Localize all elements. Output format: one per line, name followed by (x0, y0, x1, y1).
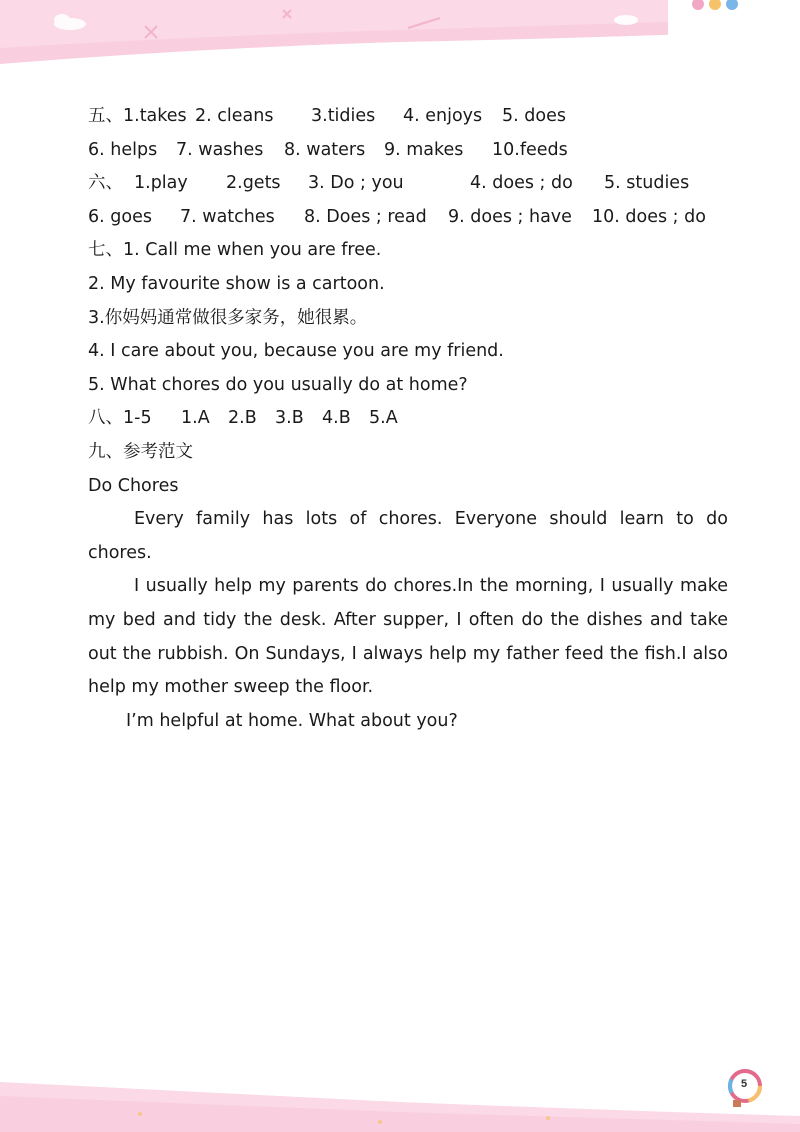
section-8: 八、1-5 1.A 2.B 3.B 4.B 5.A (88, 402, 728, 436)
answer-item: 3.B (275, 408, 304, 429)
answer-item: 3.tidies (311, 106, 376, 126)
answer-item: 10.feeds (492, 139, 568, 160)
answer-key (88, 100, 728, 738)
answer-item: 1.play (134, 173, 188, 194)
answer-item: 1.takes (123, 106, 187, 126)
section-5-row-2 (88, 134, 728, 168)
footer-decoration (0, 1062, 800, 1132)
section-6-row-1: 六、 1.play 2.gets 3. Do ; you 4. does ; do 5. studies (88, 167, 728, 201)
answer-item: 9. does ; have (448, 206, 572, 227)
section-5-row-1: 五、1.takes 2. cleans 3.tidies 4. enjoys 5. does (88, 100, 728, 134)
essay-paragraph: I’m helpful at home. What about you? (126, 710, 458, 731)
answer-item: 8. waters (284, 139, 366, 160)
answer-item: 5.A (369, 408, 398, 429)
answer-item: 4. enjoys (403, 106, 483, 126)
essay-paragraph: Every family has lots of chores. Everyone should learn to do chores. (88, 509, 728, 563)
answer-item: 9. makes (384, 139, 464, 160)
essay-title: Do Chores (88, 475, 179, 496)
section-6-row-2 (88, 201, 728, 235)
answer-item: 6. helps (88, 139, 158, 160)
translation-answer: 2. My favourite show is a cartoon. (88, 273, 385, 294)
section-9-heading: 九、参考范文 (88, 441, 193, 462)
answer-item: 6. goes (88, 206, 152, 227)
header-decoration (0, 0, 800, 70)
answer-item: 8. Does ; read (304, 206, 427, 227)
page-number: 5 (740, 1078, 748, 1090)
answer-item: 2. cleans (195, 106, 274, 126)
answer-item: 5. studies (604, 173, 690, 194)
answer-item: 4. does ; do (470, 173, 573, 194)
answer-item: 5. does (502, 106, 566, 126)
answer-item: 7. watches (180, 206, 275, 227)
translation-answer: 4. I care about you, because you are my friend. (88, 341, 504, 362)
answer-item: 4.B (322, 408, 351, 429)
translation-answer: 1. Call me when you are free. (123, 240, 382, 261)
answer-item: 2.gets (226, 173, 281, 194)
translation-answer: 5. What chores do you usually do at home? (88, 374, 468, 395)
kids-icon (692, 0, 738, 10)
answer-item: 7. washes (176, 139, 264, 160)
answer-item: 1.A (181, 408, 210, 429)
answer-item: 3. Do ; you (308, 173, 404, 194)
essay-paragraph: I usually help my parents do chores.In the morning, I usually make my bed and tidy the desk. After supper, I often do the dishes and take out the rubbish. On Sundays, I always help my father feed the fish.I also help my mother sweep the floor. (88, 576, 728, 698)
answer-item: 10. does ; do (592, 206, 706, 227)
answer-item: 2.B (228, 408, 257, 429)
translation-answer: 3.你妈妈通常做很多家务，她很累。 (88, 307, 368, 328)
section-7-line-1: 七、1. Call me when you are free. (88, 234, 728, 268)
